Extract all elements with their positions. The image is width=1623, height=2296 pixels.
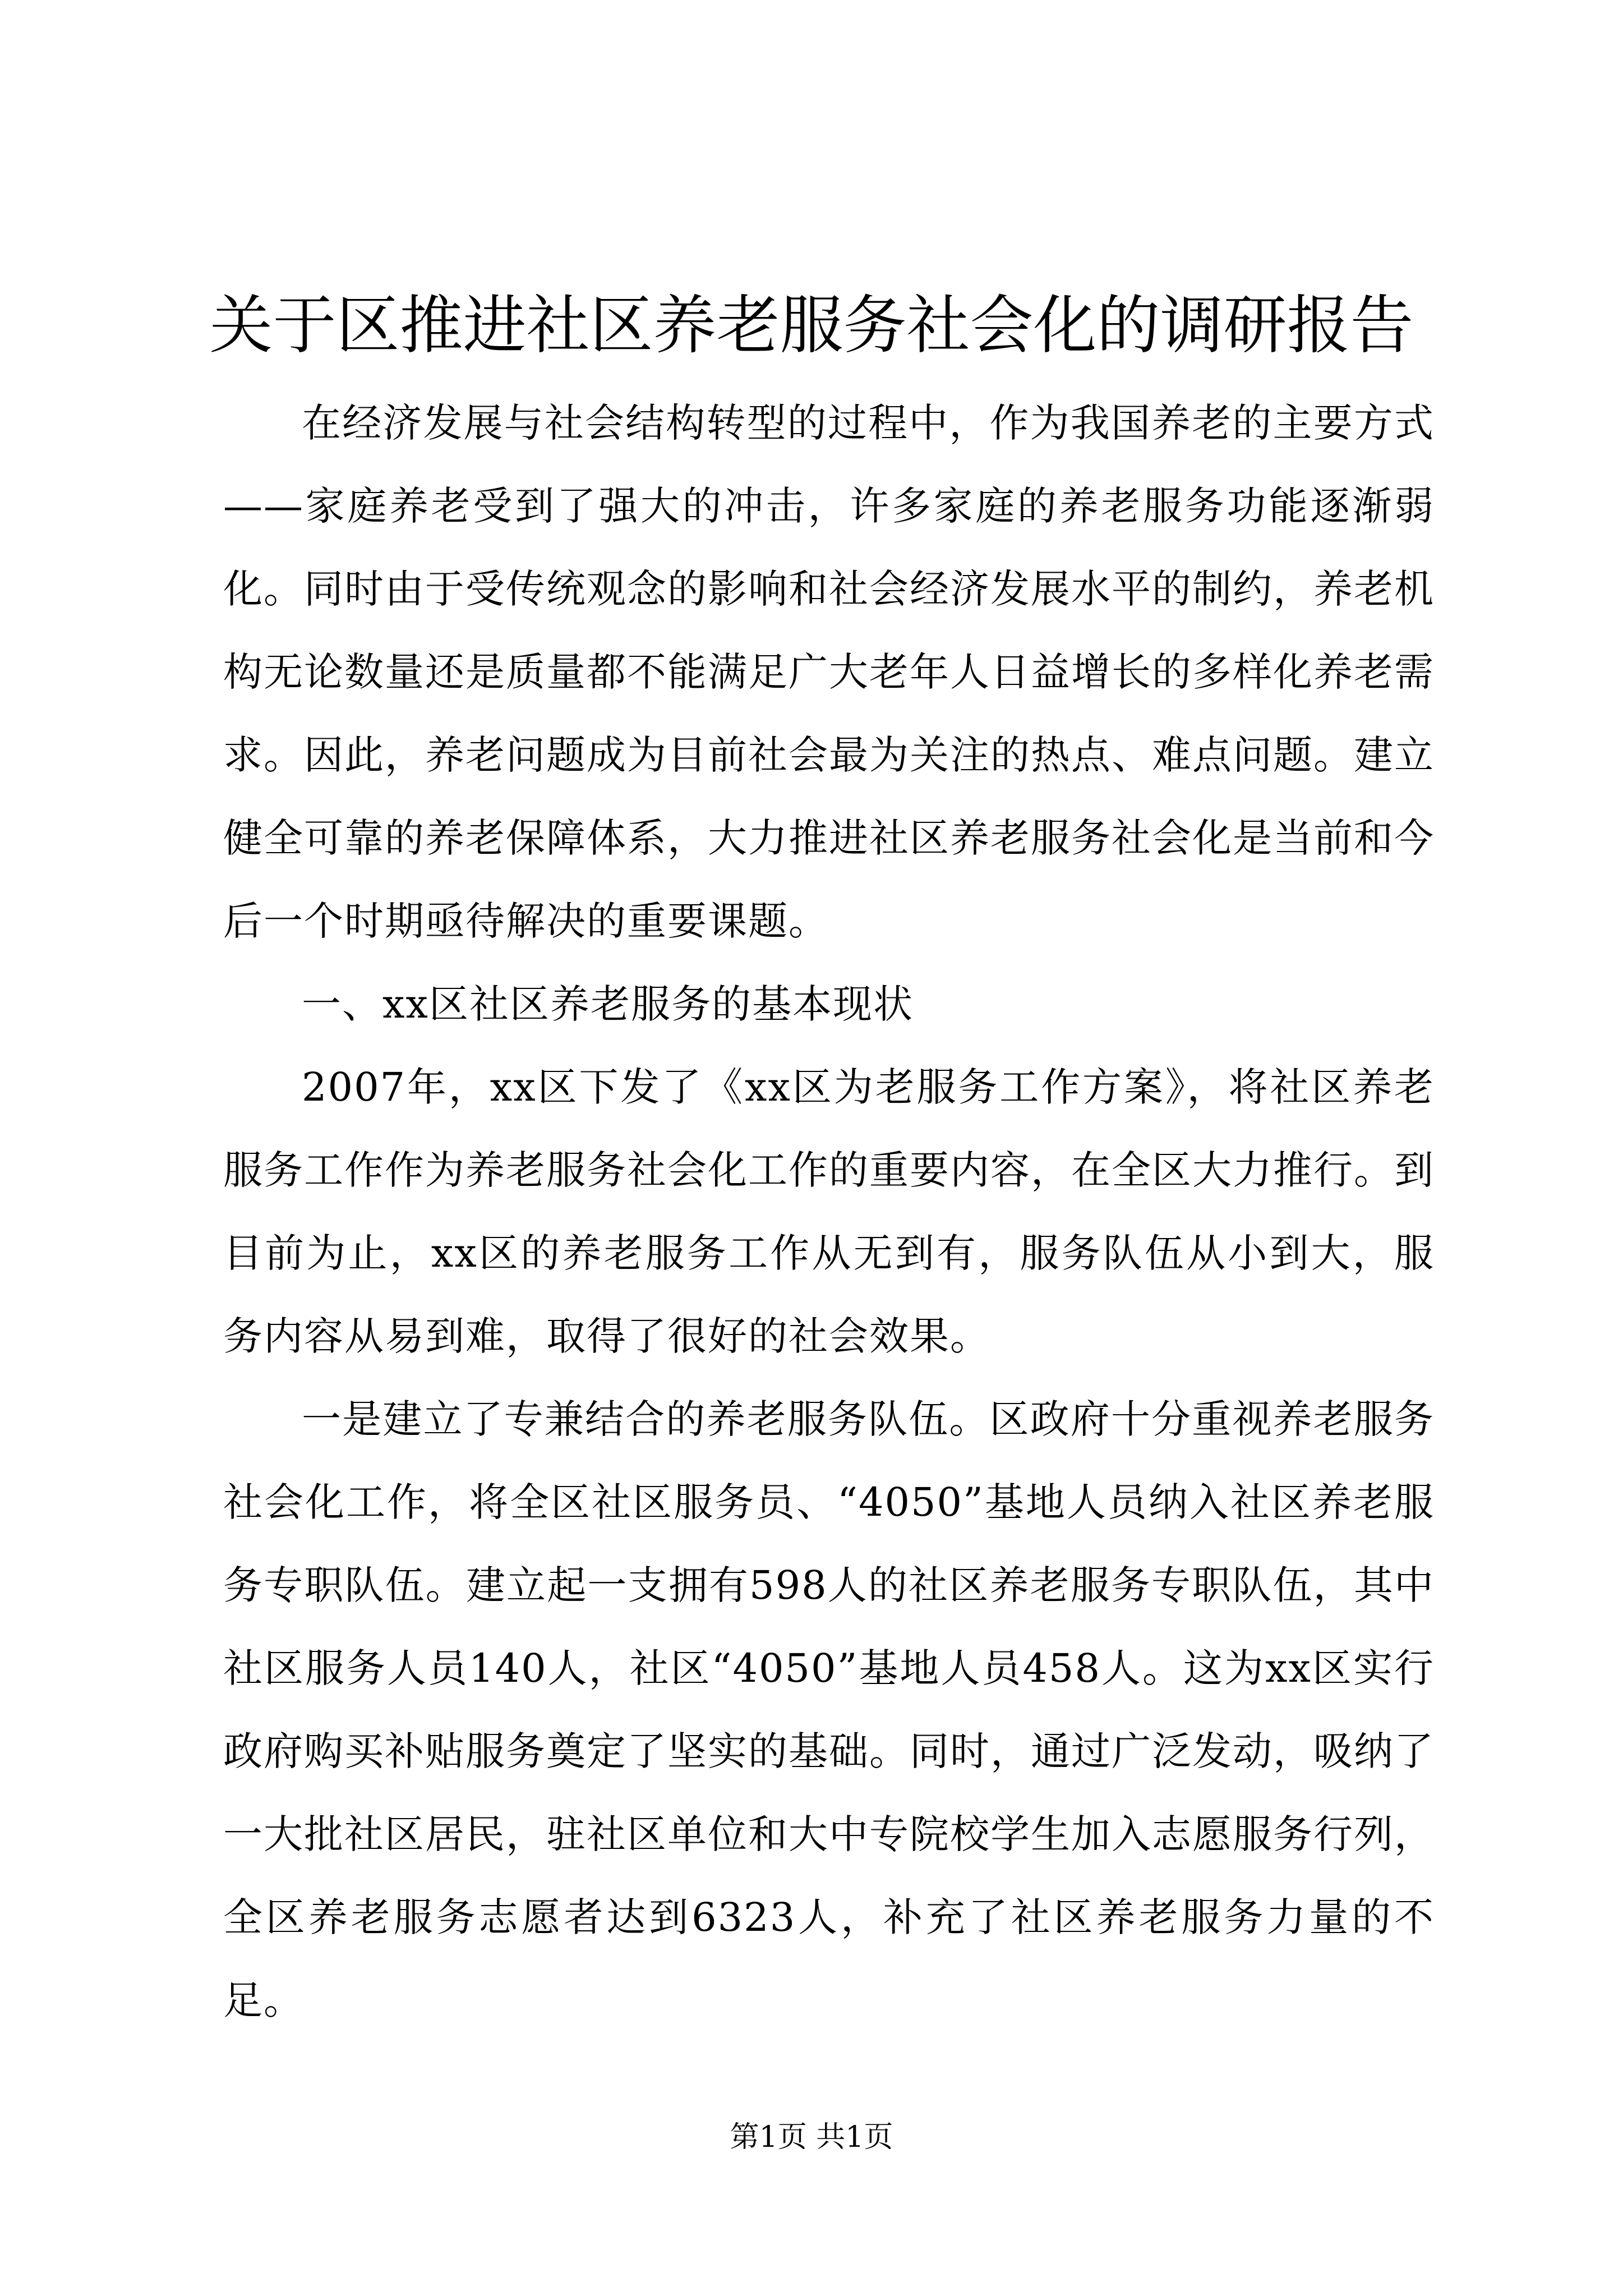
page-number-footer: 第1页 共1页	[730, 2120, 893, 2154]
document-body	[223, 381, 1435, 2042]
paragraph-team: 一是建立了专兼结合的养老服务队伍。区政府十分重视养老服务社会化工作，将全区社区服务员、“4050”基地人员纳入社区养老服务专职队伍。建立起一支拥有598人的社区养老服务专职队伍，其中社区服务人员140人，社区“4050”基地人员458人。这为xx区实行政府购买补贴服务奠定了坚实的基础。同时，通过广泛发动，吸纳了一大批社区居民，驻社区单位和大中专院校学生加入志愿服务行列，全区养老服务志愿者达到6323人，补充了社区养老服务力量的不足。	[223, 1396, 1435, 2023]
document-title: 关于区推进社区养老服务社会化的调研报告	[209, 288, 1414, 362]
paragraph-intro: 在经济发展与社会结构转型的过程中，作为我国养老的主要方式——家庭养老受到了强大的冲击，许多家庭的养老服务功能逐渐弱化。同时由于受传统观念的影响和社会经济发展水平的制约，养老机构无论数量还是质量都不能满足广大老年人日益增长的多样化养老需求。因此，养老问题成为目前社会最为关注的热点、难点问题。建立健全可靠的养老保障体系，大力推进社区养老服务社会化是当前和今后一个时期亟待解决的重要课题。	[223, 400, 1435, 944]
section-heading: 一、xx区社区养老服务的基本现状	[302, 981, 914, 1027]
paragraph-status: 2007年，xx区下发了《xx区为老服务工作方案》，将社区养老服务工作作为养老服务社会化工作的重要内容，在全区大力推行。到目前为止，xx区的养老服务工作从无到有，服务队伍从小到大，服务内容从易到难，取得了很好的社会效果。	[223, 1064, 1435, 1359]
